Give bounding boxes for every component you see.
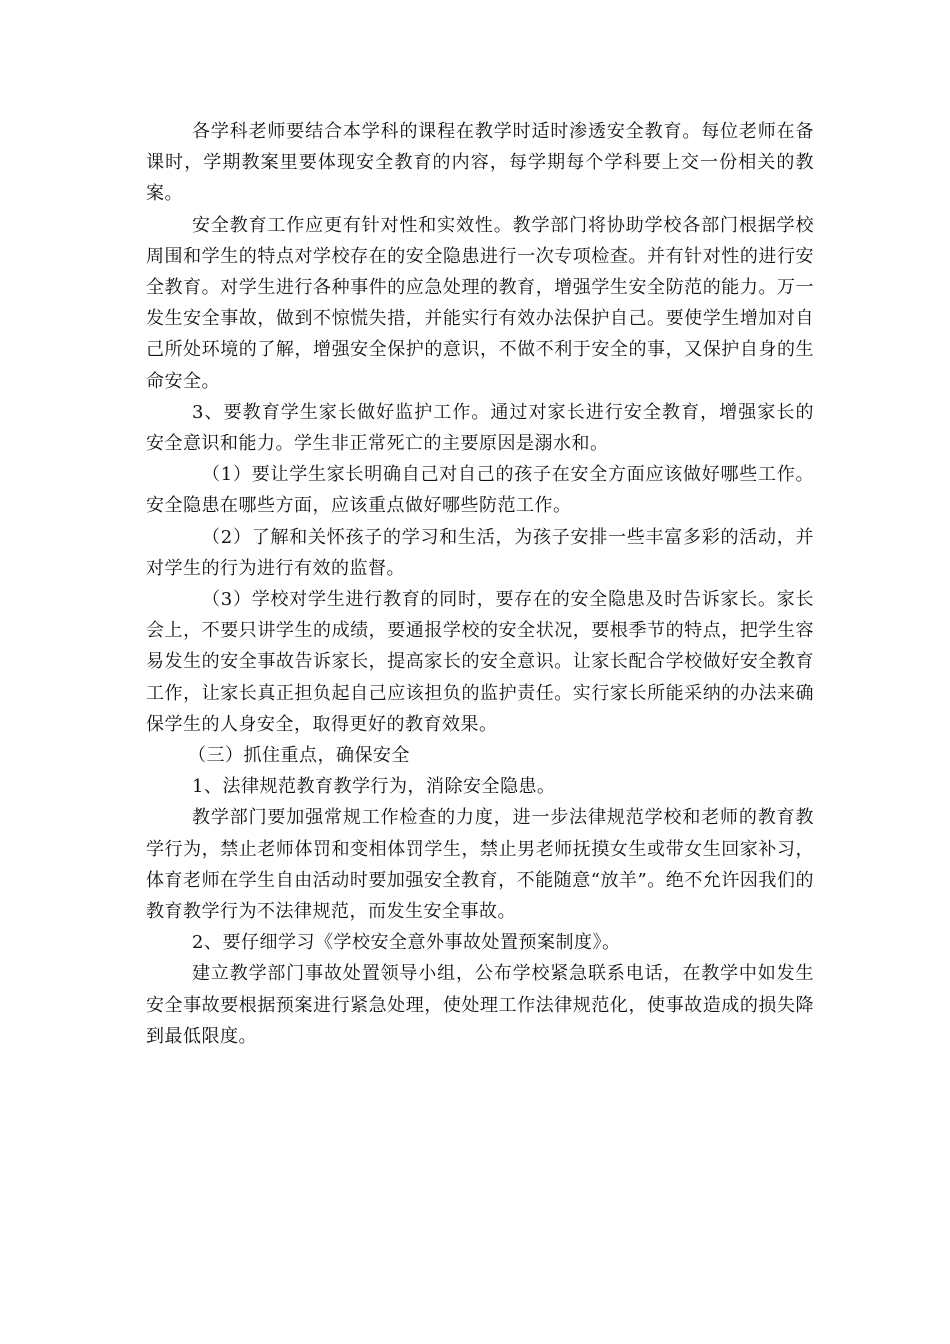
paragraph-item-3: （3）学校对学生进行教育的同时，要存在的安全隐患及时告诉家长。家长会上，不要只讲学生的成绩，要通报学校的安全状况，要根季节的特点，把学生容易发生的安全事故告诉家长，提高家长的安全意识。让家长配合学校做好安全教育工作，让家长真正担负起自己应该担负的监护责任。实行家长所能采纳的办法来确保学生的人身安全，取得更好的教育效果。 bbox=[146, 589, 814, 735]
paragraph-item-2: （2）了解和关怀孩子的学习和生活，为孩子安排一些丰富多彩的活动，并对学生的行为进行有效的监督。 bbox=[146, 526, 814, 579]
paragraph-parent-supervision: 3、要教育学生家长做好监护工作。通过对家长进行安全教育，增强家长的安全意识和能力。学生非正常死亡的主要原因是溺水和。 bbox=[146, 401, 814, 455]
paragraph-subject-teachers: 各学科老师要结合本学科的课程在教学时适时渗透安全教育。每位老师在备课时，学期教案里要体现安全教育的内容，每学期每个学科要上交一份相关的教案。 bbox=[146, 121, 814, 205]
subheading-study-plan: 2、要仔细学习《学校安全意外事故处置预案制度》。 bbox=[192, 932, 621, 954]
subheading-regulate-behavior: 1、法律规范教育教学行为，消除安全隐患。 bbox=[192, 776, 556, 798]
document-page bbox=[146, 116, 814, 1052]
paragraph-routine-inspection: 教学部门要加强常规工作检查的力度，进一步法律规范学校和老师的教育教学行为，禁止老师体罚和变相体罚学生，禁止男老师抚摸女生或带女生回家补习，体育老师在学生自由活动时要加强安全教育，不能随意“放羊”。绝不允许因我们的教育教学行为不法律规范，而发生安全事故。 bbox=[146, 807, 814, 923]
paragraph-emergency-team: 建立教学部门事故处置领导小组，公布学校紧急联系电话，在教学中如发生安全事故要根据预案进行紧急处理，使处理工作法律规范化，使事故造成的损失降到最低限度。 bbox=[146, 963, 814, 1047]
section-heading-focus-safety: （三）抓住重点，确保安全 bbox=[188, 745, 410, 767]
paragraph-targeted-education: 安全教育工作应更有针对性和实效性。教学部门将协助学校各部门根据学校周围和学生的特点对学校存在的安全隐患进行一次专项检查。并有针对性的进行安全教育。对学生进行各种事件的应急处理的教育，增强学生安全防范的能力。万一发生安全事故，做到不惊慌失措，并能实行有效办法保护自己。要使学生增加对自己所处环境的了解，增强安全保护的意识，不做不利于安全的事，又保护自身的生命安全。 bbox=[146, 214, 814, 392]
paragraph-item-1: （1）要让学生家长明确自己对自己的孩子在安全方面应该做好哪些工作。安全隐患在哪些方面，应该重点做好哪些防范工作。 bbox=[146, 464, 814, 517]
